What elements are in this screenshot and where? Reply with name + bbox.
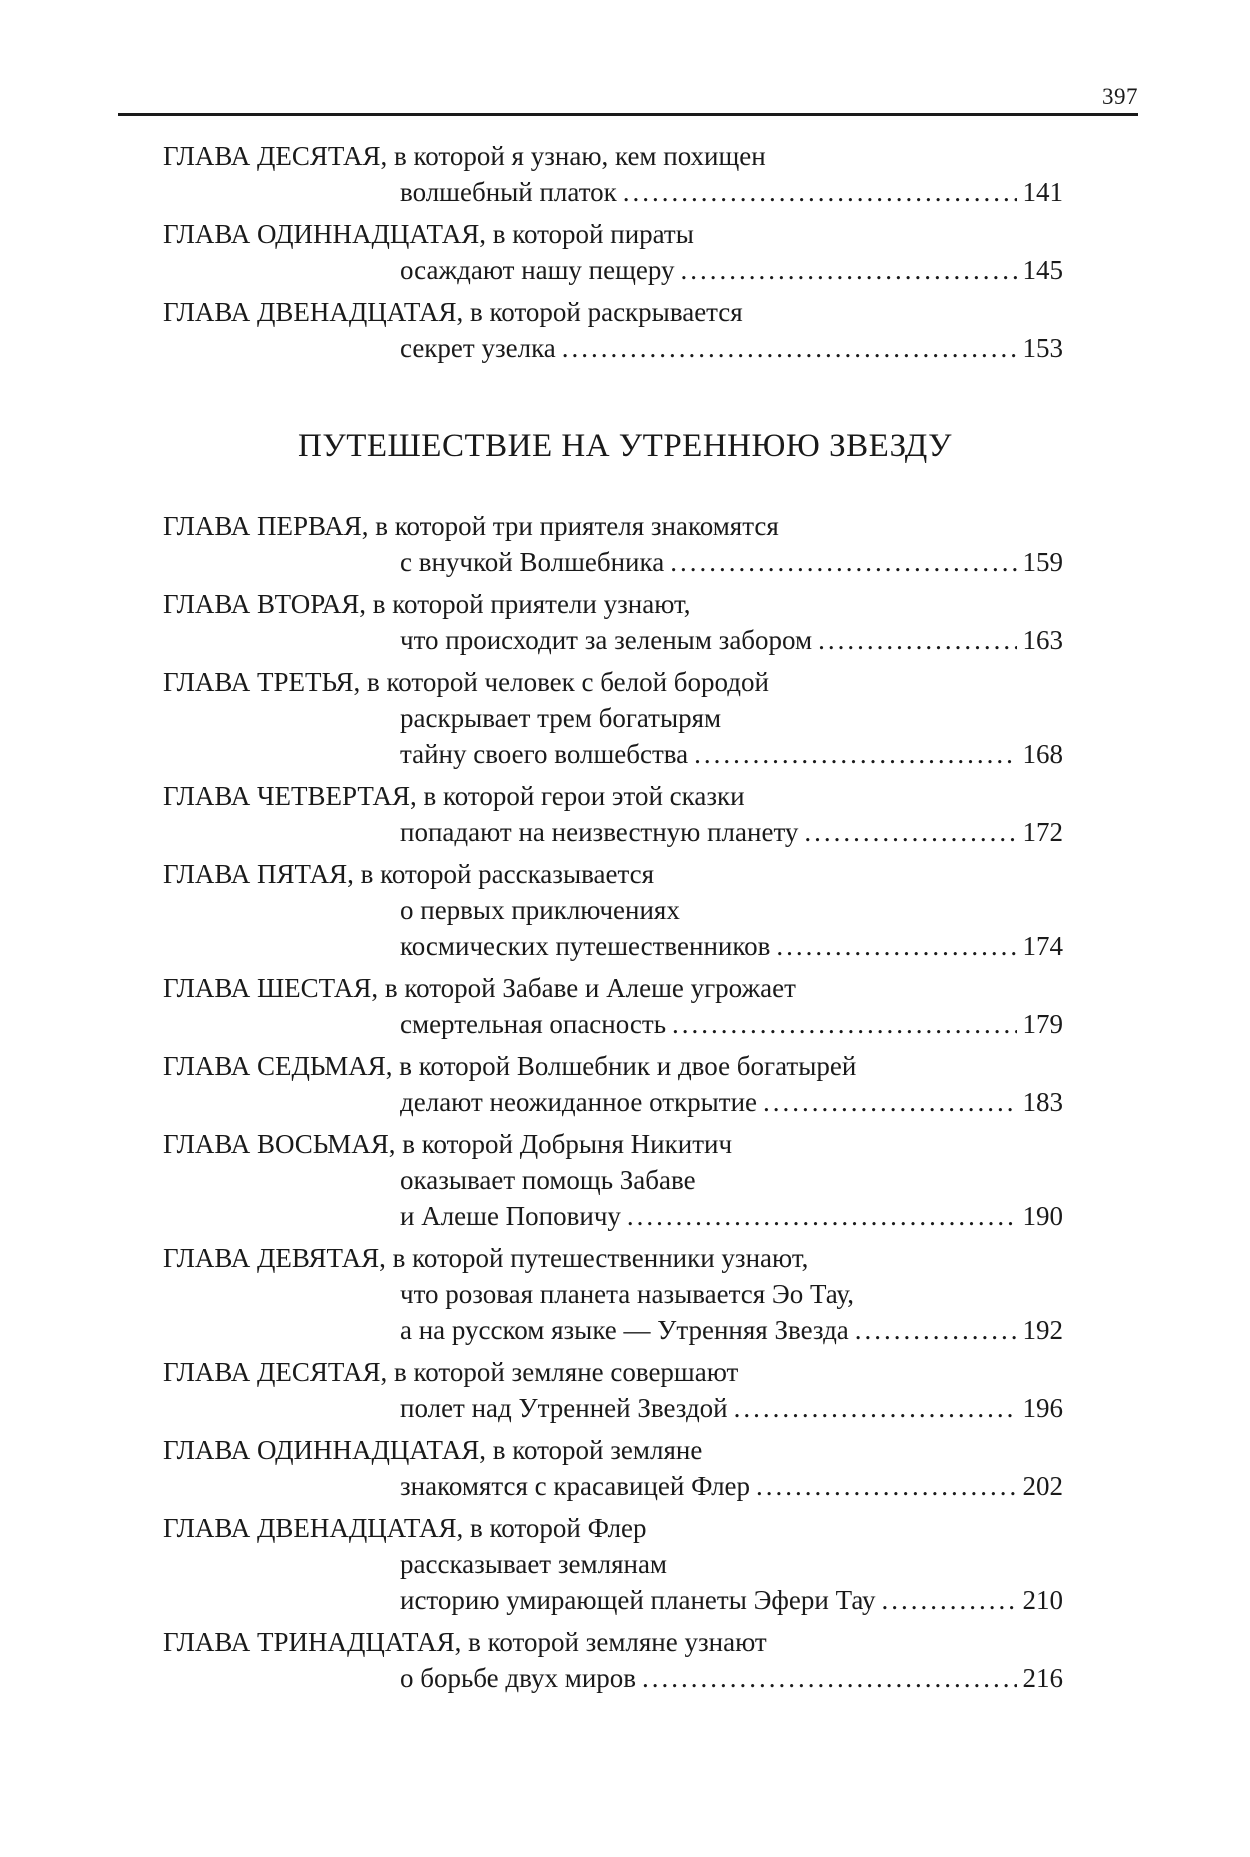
dot-leader <box>562 330 1017 366</box>
toc-entry-last-line <box>163 1468 1063 1504</box>
toc-entry-last-line <box>163 544 1063 580</box>
toc-entry-heading: ГЛАВА ТРЕТЬЯ, в которой человек с белой бородой <box>163 667 769 697</box>
toc-entry-last-line <box>163 1084 1063 1120</box>
dot-leader <box>623 174 1017 210</box>
dot-leader <box>670 544 1016 580</box>
toc-entry-heading: ГЛАВА ДЕВЯТАЯ, в которой путешественники узнают, <box>163 1243 809 1273</box>
toc-entry-heading: ГЛАВА ДЕСЯТАЯ, в которой земляне совершают <box>163 1357 739 1387</box>
toc-page-number: 145 <box>1022 255 1063 285</box>
toc-entry <box>163 970 1063 1042</box>
dot-leader <box>681 252 1017 288</box>
dot-leader <box>804 814 1016 850</box>
toc-page-number: 210 <box>1022 1585 1063 1615</box>
toc-entry-continuation: что розовая планета называется Эо Тау, <box>400 1279 854 1309</box>
toc-page-number: 196 <box>1022 1393 1063 1423</box>
toc-page-number: 190 <box>1022 1201 1063 1231</box>
toc-entry <box>163 664 1063 772</box>
dot-leader <box>756 1468 1016 1504</box>
toc-entry-text: а на русском языке — Утренняя Звезда <box>400 1315 849 1345</box>
toc-entry-text: делают неожиданное открытие <box>400 1087 758 1117</box>
toc-entry-text: и Алеше Поповичу <box>400 1201 621 1231</box>
toc-entry <box>163 778 1063 850</box>
toc-page-number: 159 <box>1022 547 1063 577</box>
toc-entry <box>163 138 1063 210</box>
toc-entry <box>163 856 1063 964</box>
toc-entry <box>163 294 1063 366</box>
toc-entry-heading: ГЛАВА ПЯТАЯ, в которой рассказывается <box>163 859 654 889</box>
header-rule <box>118 113 1138 116</box>
toc-entry-heading: ГЛАВА ДВЕНАДЦАТАЯ, в которой Флер <box>163 1513 647 1543</box>
toc-entry-last-line <box>163 814 1063 850</box>
toc-page-number: 168 <box>1022 739 1063 769</box>
toc-page-number: 153 <box>1022 333 1063 363</box>
toc-entry <box>163 586 1063 658</box>
toc-page-number: 172 <box>1022 817 1063 847</box>
toc-entry-heading: ГЛАВА ДВЕНАДЦАТАЯ, в которой раскрывается <box>163 297 743 327</box>
toc-page-number: 179 <box>1022 1009 1063 1039</box>
toc-entry-text: секрет узелка <box>400 333 556 363</box>
dot-leader <box>776 928 1016 964</box>
dot-leader <box>672 1006 1016 1042</box>
toc-entry-text: космических путешественников <box>400 931 771 961</box>
toc-page-number: 174 <box>1022 931 1063 961</box>
toc-entry-text: что происходит за зеленым забором <box>400 625 813 655</box>
toc-page-number: 216 <box>1022 1663 1063 1693</box>
dot-leader <box>642 1660 1016 1696</box>
toc-entry-last-line <box>163 1390 1063 1426</box>
toc-page-number: 141 <box>1022 177 1063 207</box>
dot-leader <box>763 1084 1016 1120</box>
toc-entry-last-line <box>163 1582 1063 1618</box>
toc-page-number: 163 <box>1022 625 1063 655</box>
toc-entry-text: о борьбе двух миров <box>400 1663 637 1693</box>
toc-entry-last-line <box>163 736 1063 772</box>
toc-entry-last-line <box>163 928 1063 964</box>
toc-entry-heading: ГЛАВА СЕДЬМАЯ, в которой Волшебник и двое богатырей <box>163 1051 857 1081</box>
toc-entry-heading: ГЛАВА ТРИНАДЦАТАЯ, в которой земляне узнают <box>163 1627 767 1657</box>
toc-entry-continuation: о первых приключениях <box>400 895 680 925</box>
dot-leader <box>882 1582 1017 1618</box>
toc-entry <box>163 216 1063 288</box>
toc-entry-text: осаждают нашу пещеру <box>400 255 675 285</box>
dot-leader <box>627 1198 1017 1234</box>
toc-entry-last-line <box>163 1660 1063 1696</box>
toc-entry-text: тайну своего волшебства <box>400 739 689 769</box>
toc-entry-heading: ГЛАВА ВТОРАЯ, в которой приятели узнают, <box>163 589 691 619</box>
dot-leader <box>855 1312 1017 1348</box>
toc-page-number: 192 <box>1022 1315 1063 1345</box>
toc-main-list <box>163 508 1063 1702</box>
toc-entry-text: полет над Утренней Звездой <box>400 1393 728 1423</box>
toc-page-number: 202 <box>1022 1471 1063 1501</box>
toc-entry-last-line <box>163 1198 1063 1234</box>
toc-entry-heading: ГЛАВА ВОСЬМАЯ, в которой Добрыня Никитич <box>163 1129 733 1159</box>
toc-entry-continuation: рассказывает землянам <box>400 1549 668 1579</box>
toc-entry-last-line <box>163 1312 1063 1348</box>
toc-entry <box>163 1510 1063 1618</box>
toc-entry-text: с внучкой Волшебника <box>400 547 665 577</box>
toc-entry-text: историю умирающей планеты Эфери Тау <box>400 1585 876 1615</box>
toc-entry-last-line <box>163 1006 1063 1042</box>
toc-entry-continuation: оказывает помощь Забаве <box>400 1165 696 1195</box>
toc-entry-heading: ГЛАВА ЧЕТВЕРТАЯ, в которой герои этой сказки <box>163 781 745 811</box>
section-title: ПУТЕШЕСТВИЕ НА УТРЕННЮЮ ЗВЕЗДУ <box>298 428 952 464</box>
toc-entry-last-line <box>163 330 1063 366</box>
toc-entry-heading: ГЛАВА ШЕСТАЯ, в которой Забаве и Алеше угрожает <box>163 973 796 1003</box>
toc-entry-text: волшебный платок <box>400 177 617 207</box>
dot-leader <box>694 736 1016 772</box>
toc-page-number: 183 <box>1022 1087 1063 1117</box>
page-number: 397 <box>1102 84 1138 109</box>
toc-entry <box>163 1432 1063 1504</box>
toc-entry <box>163 1126 1063 1234</box>
toc-entry <box>163 1624 1063 1696</box>
toc-entry-text: знакомятся с красавицей Флер <box>400 1471 751 1501</box>
toc-entry <box>163 1240 1063 1348</box>
toc-entry-heading: ГЛАВА ОДИННАДЦАТАЯ, в которой пираты <box>163 219 694 249</box>
toc-entry-text: попадают на неизвестную планету <box>400 817 799 847</box>
toc-entry <box>163 508 1063 580</box>
toc-entry-heading: ГЛАВА ОДИННАДЦАТАЯ, в которой земляне <box>163 1435 703 1465</box>
dot-leader <box>734 1390 1017 1426</box>
toc-entry-text: смертельная опасность <box>400 1009 667 1039</box>
toc-entry-continuation: раскрывает трем богатырям <box>400 703 722 733</box>
toc-entry-last-line <box>163 174 1063 210</box>
toc-entry-heading: ГЛАВА ДЕСЯТАЯ, в которой я узнаю, кем похищен <box>163 141 766 171</box>
toc-entry-heading: ГЛАВА ПЕРВАЯ, в которой три приятеля знакомятся <box>163 511 779 541</box>
dot-leader <box>818 622 1016 658</box>
toc-entry <box>163 1354 1063 1426</box>
toc-entry <box>163 1048 1063 1120</box>
toc-entry-last-line <box>163 622 1063 658</box>
toc-top-list <box>163 138 1063 372</box>
toc-entry-last-line <box>163 252 1063 288</box>
